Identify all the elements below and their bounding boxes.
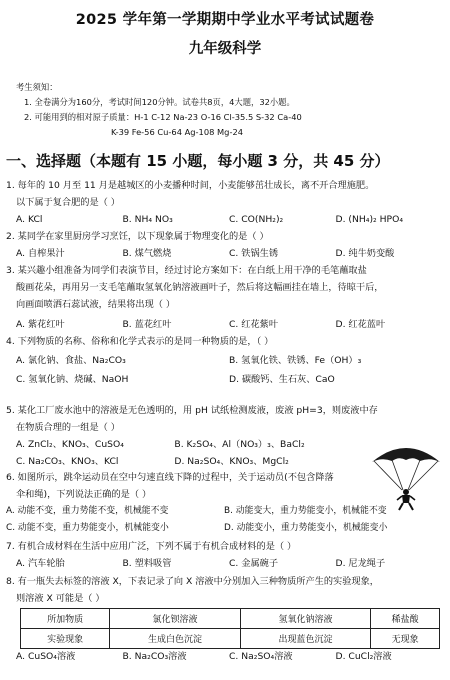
question-stem: 以下属于复合肥的是（ ） [16, 197, 120, 208]
options-row [6, 503, 442, 520]
question-stem: 3. 某兴趣小组准备为同学们表演节目，经过讨论方案如下：在白纸上用干净的毛笔蘸取盐 [6, 265, 367, 276]
question-4 [6, 333, 442, 388]
section-heading: 一、选择题（本题有 15 小题，每小题 3 分，共 45 分） [6, 152, 390, 170]
option: B. 蓝花红叶 [122, 319, 172, 330]
option: A. 紫花红叶 [16, 319, 65, 330]
question-stem: 在物质合理的一组是（ ） [16, 422, 120, 433]
question-stem: 6. 如图所示，跳伞运动员在空中匀速直线下降的过程中，关于运动员(不包含降落 [6, 472, 334, 483]
option: C. 氢氧化钠、烧碱、NaOH [16, 374, 129, 385]
table-cell: 氯化钡溶液 [110, 609, 240, 629]
question-stem: 则溶液 X 可能是（ ） [16, 593, 105, 604]
question-stem: 8. 有一瓶失去标签的溶液 X，下表记录了向 X 溶液中分别加入三种物质所产生的实验现象， [6, 576, 379, 587]
option: C. 红花紫叶 [229, 319, 279, 330]
option: D. CuCl₂溶液 [335, 651, 392, 662]
question-stem: 1. 每年的 10 月至 11 月是越城区的小麦播种时间，小麦能够茁壮成长，离不开合理施肥。 [6, 180, 375, 191]
question-7 [6, 538, 442, 572]
table-row [21, 629, 440, 649]
notes-item-1: 1. 全卷满分为160分，考试时间120分钟。试卷共8页，4大题，32小题。 [24, 97, 295, 107]
option: B. 动能变大，重力势能变小，机械能不变 [224, 506, 387, 516]
option: C. 铁锅生锈 [229, 248, 279, 259]
notes-item-2: 2. 可能用到的相对原子质量：H-1 C-12 Na-23 O-16 Cl-35.5 S-32 Ca-40 [24, 112, 302, 122]
question-stem: 伞和绳)，下列说法正确的是（ ） [16, 489, 152, 500]
option: C. Na₂SO₄溶液 [229, 651, 293, 662]
question-1 [6, 177, 442, 228]
option: D. 碳酸钙、生石灰、CaO [229, 374, 335, 385]
question-stem: 向画面喷洒石蕊试液，结果将出现（ ） [16, 299, 176, 310]
option: B. 氢氧化铁、铁锈、Fe（OH）₃ [229, 355, 362, 366]
option: A. 氯化钠、食盐、Na₂CO₃ [16, 355, 126, 366]
exam-subtitle: 九年级科学 [188, 41, 262, 57]
option: D. 红花蓝叶 [335, 319, 386, 330]
option: A. 汽车轮胎 [16, 558, 65, 569]
options-row [6, 648, 442, 665]
exam-notes [16, 80, 440, 140]
option: D. Na₂SO₄、KNO₃、MgCl₂ [174, 456, 289, 467]
option: C. 动能不变，重力势能变小，机械能变小 [6, 523, 169, 533]
options-row [6, 352, 442, 369]
question-2 [6, 228, 442, 262]
option: C. Na₂CO₃、KNO₃、KCl [16, 456, 119, 467]
options-row [6, 453, 376, 470]
option: A. KCl [16, 214, 43, 225]
option: B. K₂SO₄、Al（NO₃）₃、BaCl₂ [174, 439, 305, 450]
question-8-options [6, 648, 442, 665]
table-cell: 无现象 [371, 629, 440, 649]
question-6 [6, 469, 442, 537]
question-3 [6, 262, 442, 333]
option: C. CO(NH₂)₂ [229, 214, 284, 225]
options-row [6, 245, 442, 262]
options-row [6, 520, 442, 537]
option: B. Na₂CO₃溶液 [122, 651, 187, 662]
experiment-table [20, 608, 440, 649]
option: A. 自榨果汁 [16, 248, 65, 259]
question-stem: 4. 下列物质的名称、俗称和化学式表示的是同一种物质的是，（ ） [6, 336, 274, 347]
options-row [6, 316, 442, 333]
option: A. CuSO₄溶液 [16, 651, 76, 662]
notes-item-2-cont: K-39 Fe-56 Cu-64 Ag-108 Mg-24 [111, 127, 243, 137]
option: D. (NH₄)₂ HPO₄ [335, 214, 404, 225]
option: D. 尼龙绳子 [335, 558, 386, 569]
question-stem: 2. 某同学在家里厨房学习烹饪，以下现象属于物理变化的是（ ） [6, 231, 269, 242]
option: A. 动能不变，重力势能不变，机械能不变 [6, 506, 169, 516]
notes-label: 考生须知： [16, 82, 58, 92]
table-cell: 稀盐酸 [371, 609, 440, 629]
question-8 [6, 573, 442, 607]
question-stem: 7. 有机合成材料在生活中应用广泛，下列不属于有机合成材料的是（ ） [6, 541, 297, 552]
table-cell: 实验现象 [21, 629, 110, 649]
options-row [6, 436, 376, 453]
options-row [6, 211, 442, 228]
option: B. 塑料吸管 [122, 558, 172, 569]
question-stem: 5. 某化工厂废水池中的溶液是无色透明的，用 pH 试纸检测废液，废液 pH=3，则废液中存 [6, 405, 378, 416]
options-row [6, 371, 442, 388]
option: D. 动能变小，重力势能变小，机械能变小 [224, 523, 388, 533]
option: B. 煤气燃烧 [122, 248, 172, 259]
table-cell: 所加物质 [21, 609, 110, 629]
option: C. 金属碗子 [229, 558, 279, 569]
question-stem: 酸画花朵，再用另一支毛笔蘸取氢氧化钠溶液画叶子，然后将这幅画挂在墙上，待晾干后， [16, 282, 384, 293]
table-cell: 生成白色沉淀 [110, 629, 240, 649]
option: D. 纯牛奶变酸 [335, 248, 395, 259]
exam-title: 2025 学年第一学期期中学业水平考试试题卷 [75, 12, 375, 28]
option: B. NH₄ NO₃ [122, 214, 173, 225]
option: A. ZnCl₂、KNO₃、CuSO₄ [16, 439, 124, 450]
table-row [21, 609, 440, 629]
table-cell: 出现蓝色沉淀 [240, 629, 370, 649]
table-cell: 氢氧化钠溶液 [240, 609, 370, 629]
options-row [6, 555, 442, 572]
